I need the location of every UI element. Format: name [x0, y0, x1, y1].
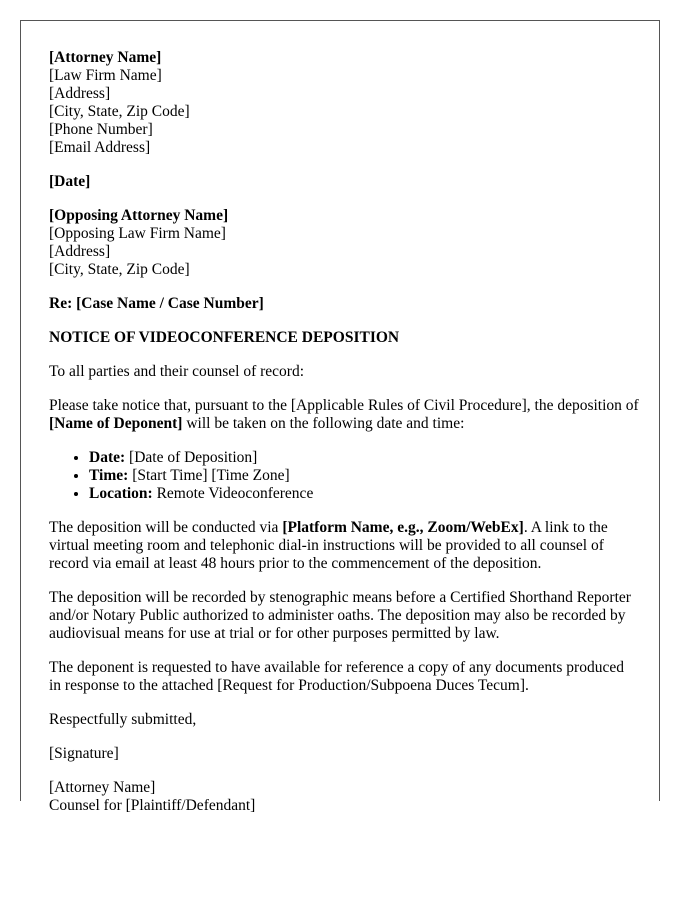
paragraph-platform-post: . A link to the virtual meeting room and telephonic dial-in instructions will be provided to all counsel of record via email at least 48 hours prior to the commencement of the deposition. — [49, 519, 608, 572]
paragraph-platform-pre: The deposition will be conducted via — [49, 519, 283, 536]
recipient-law-firm: [Opposing Law Firm Name] — [49, 225, 226, 242]
sender-address: [Address] — [49, 85, 111, 102]
title-block — [49, 329, 639, 347]
paragraph-recording: The deposition will be recorded by stenographic means before a Certified Shorthand Reporter and/or Notary Public authorized to administer oaths. The deposition may also be recorded by audiovisual means for use at trial or for other purposes permitted by law. — [49, 589, 631, 642]
closing: Respectfully submitted, — [49, 711, 197, 728]
sender-attorney-name: [Attorney Name] — [49, 49, 162, 66]
deposition-details-list — [49, 449, 639, 503]
recipient-address: [Address] — [49, 243, 111, 260]
detail-item-location — [89, 485, 639, 503]
re-block — [49, 295, 639, 313]
re-line: Re: [Case Name / Case Number] — [49, 295, 264, 312]
detail-label: Location: — [89, 485, 153, 502]
paragraph-notice-post: will be taken on the following date and time: — [182, 415, 465, 432]
notice-title: NOTICE OF VIDEOCONFERENCE DEPOSITION — [49, 329, 400, 346]
date-block — [49, 173, 639, 191]
detail-value: [Start Time] [Time Zone] — [128, 467, 290, 484]
paragraph-documents: The deponent is requested to have available for reference a copy of any documents produced in response to the attached [Request for Production/Subpoena Duces Tecum]. — [49, 659, 624, 694]
recipient-block — [49, 207, 639, 279]
paragraph-notice-pre: Please take notice that, pursuant to the [Applicable Rules of Civil Procedure], the deposition of — [49, 397, 639, 414]
platform-name: [Platform Name, e.g., Zoom/WebEx] — [282, 519, 524, 536]
detail-label: Date: — [89, 449, 126, 466]
letter-content — [49, 49, 639, 831]
letter-page — [20, 20, 660, 814]
detail-item-date — [89, 449, 639, 467]
signer-block — [49, 779, 639, 815]
recipient-attorney-name: [Opposing Attorney Name] — [49, 207, 229, 224]
detail-value: [Date of Deposition] — [125, 449, 258, 466]
detail-value: Remote Videoconference — [152, 485, 314, 502]
sender-email: [Email Address] — [49, 139, 151, 156]
signature: [Signature] — [49, 745, 119, 762]
deponent-name: [Name of Deponent] — [49, 415, 183, 432]
letter-date: [Date] — [49, 173, 91, 190]
signer-counsel-for: Counsel for [Plaintiff/Defendant] — [49, 797, 256, 814]
detail-item-time — [89, 467, 639, 485]
sender-law-firm: [Law Firm Name] — [49, 67, 162, 84]
detail-label: Time: — [89, 467, 129, 484]
recipient-city-state-zip: [City, State, Zip Code] — [49, 261, 190, 278]
sender-city-state-zip: [City, State, Zip Code] — [49, 103, 190, 120]
paragraph-notice — [49, 397, 639, 433]
sender-phone: [Phone Number] — [49, 121, 153, 138]
signer-name: [Attorney Name] — [49, 779, 156, 796]
salutation: To all parties and their counsel of record: — [49, 363, 305, 380]
sender-block — [49, 49, 639, 157]
paragraph-platform — [49, 519, 639, 573]
